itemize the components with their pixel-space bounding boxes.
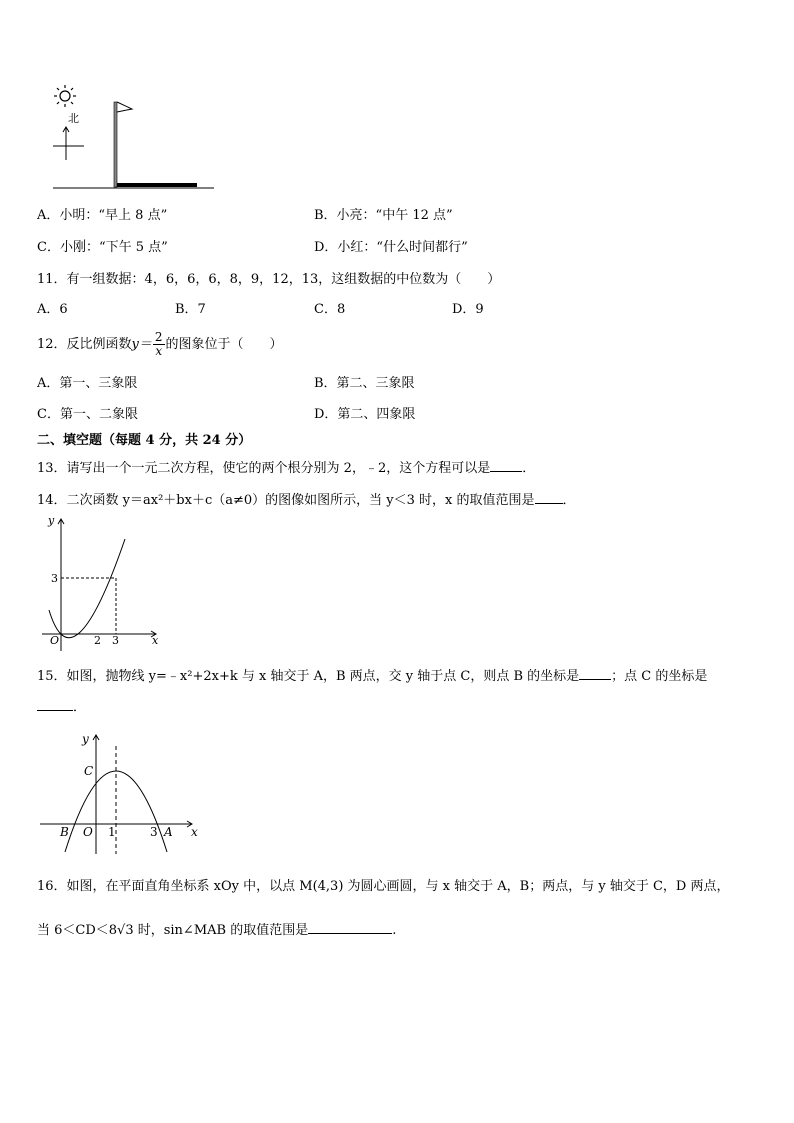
q15-b-label: B	[60, 825, 69, 839]
q12-frac-num: 2	[154, 330, 163, 344]
q12-option-d: D．第二、四象限	[314, 407, 416, 422]
q14-y3-label: 3	[51, 572, 58, 585]
q15-text: 15．如图，抛物线 y=﹣x²+2x+k 与 x 轴交于 A，B 两点，交 y 轴于点 C，则点 B 的坐标是	[37, 669, 580, 684]
q15-stem	[37, 667, 707, 685]
q10-option-d: D．小红：“什么时间都行”	[314, 240, 468, 255]
q11-option-d: D．9	[452, 302, 484, 317]
q15-x-label: x	[191, 825, 198, 839]
sun-icon	[54, 85, 76, 107]
q15-c-label: C	[84, 764, 94, 778]
q16-answer-blank	[308, 921, 392, 934]
q14-x3-label: 3	[112, 634, 119, 647]
q11-stem: 11．有一组数据：4，6，6，6，8，9，12，13，这组数据的中位数为（ ）	[37, 272, 501, 287]
q14-x-label: x	[152, 634, 159, 647]
q10-option-c: C．小刚：“下午 5 点”	[37, 240, 168, 255]
q16-line1: 16．如图，在平面直角坐标系 xOy 中，以点 M(4,3) 为圆心画圆，与 x 轴交于 A，B；两点，与 y 轴交于 C，D 两点，	[37, 879, 730, 894]
q13-text: 13．请写出一个一元二次方程，使它的两个根分别为 2，﹣2，这个方程可以是	[37, 461, 491, 476]
flagpole-icon	[114, 102, 197, 187]
compass-icon	[53, 127, 84, 160]
q11-option-c: C．8	[314, 302, 346, 317]
q14-stem: 14．二次函数 y＝ax²＋bx＋c（a≠0）的图像如图所示，当 y＜3 时，x 的取值范围是 ．	[37, 493, 576, 508]
q15-stem-cont: ．	[37, 698, 86, 716]
q12-prefix: 12．反比例函数	[37, 337, 132, 352]
q12-option-b: B．第二、三象限	[314, 376, 415, 391]
q15-parabola-graph	[38, 730, 208, 858]
q12-stem	[37, 330, 283, 360]
q11-option-a: A．6	[37, 302, 68, 317]
q16-line2: 当 6＜CD＜8√3 时，sin∠MAB 的取值范围是 .	[37, 923, 397, 938]
q12-func-lhs: y＝	[131, 337, 152, 352]
q12-option-c: C．第一、二象限	[37, 407, 138, 422]
q12-option-a: A．第一、三象限	[37, 376, 138, 391]
q14-answer-blank	[535, 491, 563, 504]
q12-frac-den: x	[155, 344, 163, 358]
q16-line2-text: 当 6＜CD＜8√3 时，sin∠MAB 的取值范围是	[37, 923, 309, 938]
q15-y-label: y	[82, 732, 89, 746]
section2-heading: 二、填空题（每题 4 分，共 24 分）	[37, 433, 252, 448]
q13-stem: 13．请写出一个一元二次方程，使它的两个根分别为 2，﹣2，这个方程可以是 ．	[37, 461, 536, 476]
q14-text: 14．二次函数 y＝ax²＋bx＋c（a≠0）的图像如图所示，当 y＜3 时，x 的取值范围是	[37, 493, 535, 508]
q14-origin-label: O	[50, 634, 60, 647]
q15-o-label: O	[83, 825, 93, 839]
sun-flagpole-figure	[48, 82, 218, 192]
q10-option-b: B．小亮：“中午 12 点”	[314, 208, 453, 223]
q14-parabola	[49, 539, 125, 638]
q15-answer-blank-b	[579, 667, 611, 680]
q10-option-a: A．小明：“早上 8 点”	[37, 208, 168, 223]
q14-x2-label: 2	[94, 634, 101, 647]
q11-option-b: B．7	[175, 302, 206, 317]
q15-three-label: 3	[150, 825, 158, 839]
north-label: 北	[68, 112, 79, 125]
q15-one-label: 1	[108, 825, 116, 839]
q12-fraction	[153, 331, 165, 358]
q15-answer-blank-c	[37, 698, 73, 711]
q12-suffix: 的图象位于（ ）	[165, 337, 283, 352]
q14-y-label: y	[48, 514, 55, 527]
q15-a-label: A	[164, 825, 173, 839]
q15-text-mid: ；点 C 的坐标是	[611, 669, 708, 684]
q14-parabola-graph	[40, 514, 170, 652]
q13-answer-blank	[490, 459, 522, 472]
